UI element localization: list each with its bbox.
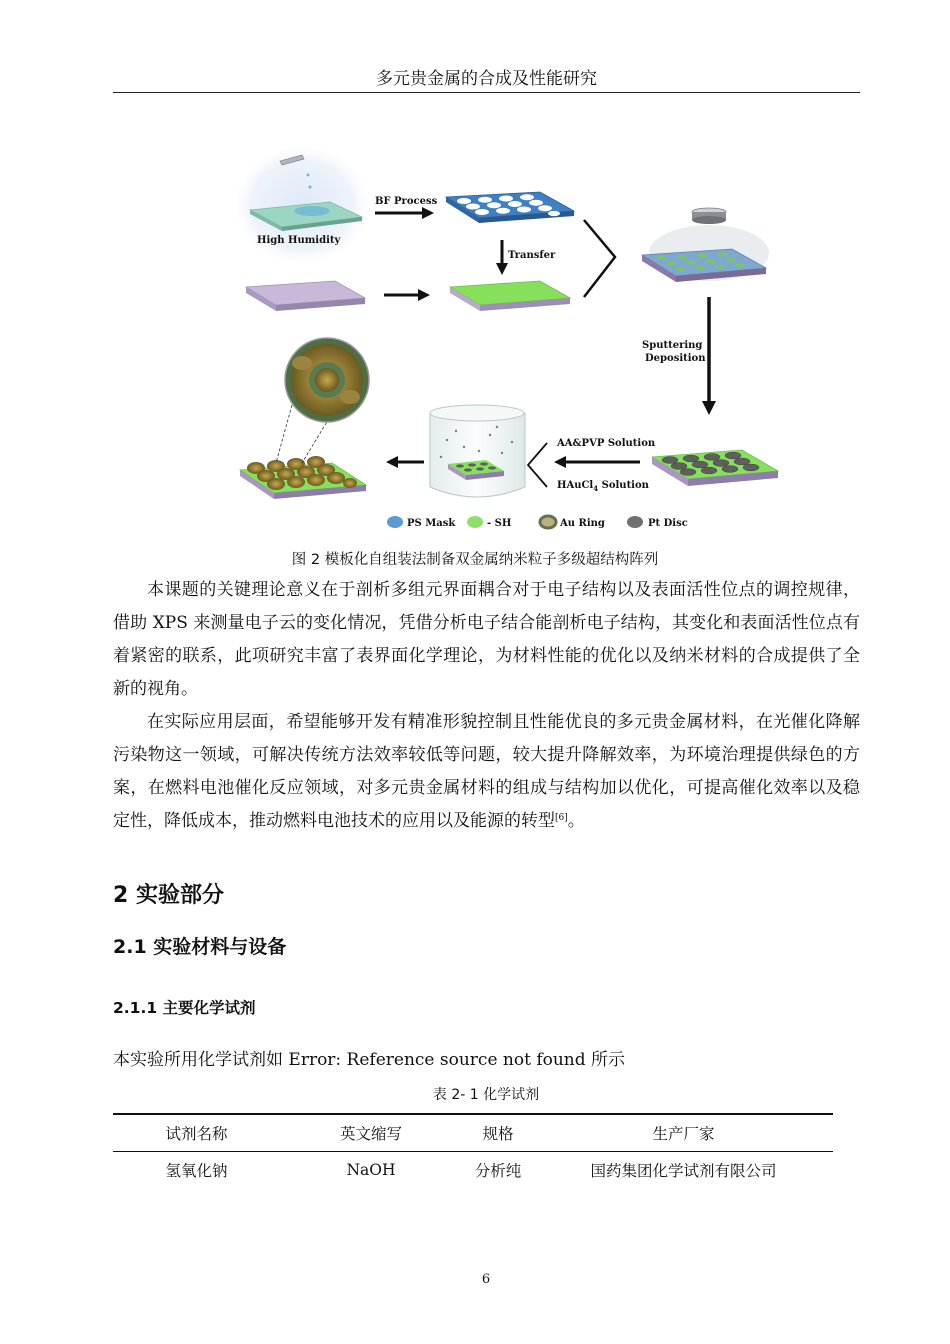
functionalize-arrow <box>384 289 430 301</box>
paragraph-application-text: 在实际应用层面，希望能够开发有精准形貌控制且性能优良的多元贵金属材料，在光催化降解污染物这一领域，可解决传统方法效率较低等问题，较大提升降解效率，为环境治理提供绿色的方案，在燃料电池催化反应领域，对多元贵金属材料的组成与结构加以优化，可提高催化效率以及稳定性，降低成本，推动燃料电池技术的应用以及能源的转型 <box>113 712 860 831</box>
header-grade: 规格 <box>462 1114 534 1152</box>
cell-manufacturer: 国药集团化学试剂有限公司 <box>590 1162 777 1180</box>
legend-sh <box>467 516 511 529</box>
reagent-intro: 本实验所用化学试剂如 Error: Reference source not found 所示 <box>113 1050 626 1070</box>
high-humidity-step <box>236 147 368 263</box>
paragraph-theory: 本课题的关键理论意义在于剖析多组元界面耦合对于电子结构以及表面活性位点的调控规律，借助 XPS 来测量电子云的变化情况，凭借分析电子结合能剖析电子结构，其变化和表面活性位点有着紧密的联系，此项研究丰富了表界面化学理论，为材料性能的优化以及纳米材料的合成提供了全新的视角。 <box>113 580 860 699</box>
legend-swatch-sh <box>467 516 483 528</box>
legend-swatch-ps-mask <box>387 516 403 528</box>
legend-label-au-ring: Au Ring <box>560 518 605 529</box>
cell-reagent-name: 氢氧化钠 <box>165 1162 228 1180</box>
section-heading-2-1-1: 2.1.1 主要化学试剂 <box>113 999 256 1017</box>
pt-disc-array <box>652 450 778 486</box>
legend-au-ring <box>540 516 605 529</box>
legend-ps-mask <box>387 516 456 529</box>
section-heading-2-1: 2.1 实验材料与设备 <box>113 936 287 958</box>
section-heading-2: 2 实验部分 <box>113 883 224 908</box>
paragraph-application-end: 。 <box>567 811 585 831</box>
reagent-table <box>113 1113 833 1188</box>
legend-label-sh: - SH <box>487 518 512 529</box>
solution-arrow <box>528 438 656 493</box>
legend-pt-disc <box>627 516 688 529</box>
substrate-plain <box>246 281 365 311</box>
header-reagent-name: 试剂名称 <box>113 1114 280 1152</box>
aa-pvp-label: AA&PVP Solution <box>557 438 656 449</box>
table-header-row <box>113 1114 833 1152</box>
product-arrow <box>386 456 424 468</box>
page-number: 6 <box>481 1272 491 1287</box>
reaction-beaker <box>430 405 525 497</box>
cell-abbreviation: NaOH <box>346 1161 396 1179</box>
legend-swatch-au-ring <box>540 516 556 528</box>
legend-swatch-pt-disc <box>627 516 643 528</box>
legend-label-pt-disc: Pt Disc <box>648 518 688 529</box>
header-manufacturer: 生产厂家 <box>534 1114 833 1152</box>
final-superstructure <box>240 338 369 499</box>
ps-mask-layer <box>446 192 574 223</box>
header-abbreviation: 英文缩写 <box>280 1114 462 1152</box>
transfer-label: Transfer <box>508 250 556 261</box>
citation-ref[interactable]: [6] <box>555 813 568 823</box>
synthesis-schematic-figure <box>232 135 784 540</box>
haucl4-label: HAuCl$_4$ Solution <box>557 480 649 493</box>
high-humidity-label: High Humidity <box>257 235 341 246</box>
figure-legend <box>387 516 688 529</box>
figure-caption: 图 2 模板化自组装法制备双金属纳米粒子多级超结构阵列 <box>291 552 659 568</box>
merge-bracket <box>584 220 615 297</box>
paragraph-application <box>113 706 860 838</box>
legend-label-ps-mask: PS Mask <box>407 518 456 529</box>
bf-process-label: BF Process <box>375 196 438 207</box>
bf-process-arrow <box>375 196 438 219</box>
sputtering-label: Sputtering <box>642 340 703 351</box>
deposition-label: Deposition <box>645 353 706 364</box>
table-caption: 表 2- 1 化学试剂 <box>432 1087 540 1103</box>
cell-grade: 分析纯 <box>474 1162 522 1180</box>
table-row <box>113 1152 833 1189</box>
transfer-arrow <box>496 240 556 275</box>
running-header: 多元贵金属的合成及性能研究 <box>113 66 860 93</box>
sputtering-arrow <box>642 297 716 415</box>
sh-substrate <box>450 281 570 311</box>
